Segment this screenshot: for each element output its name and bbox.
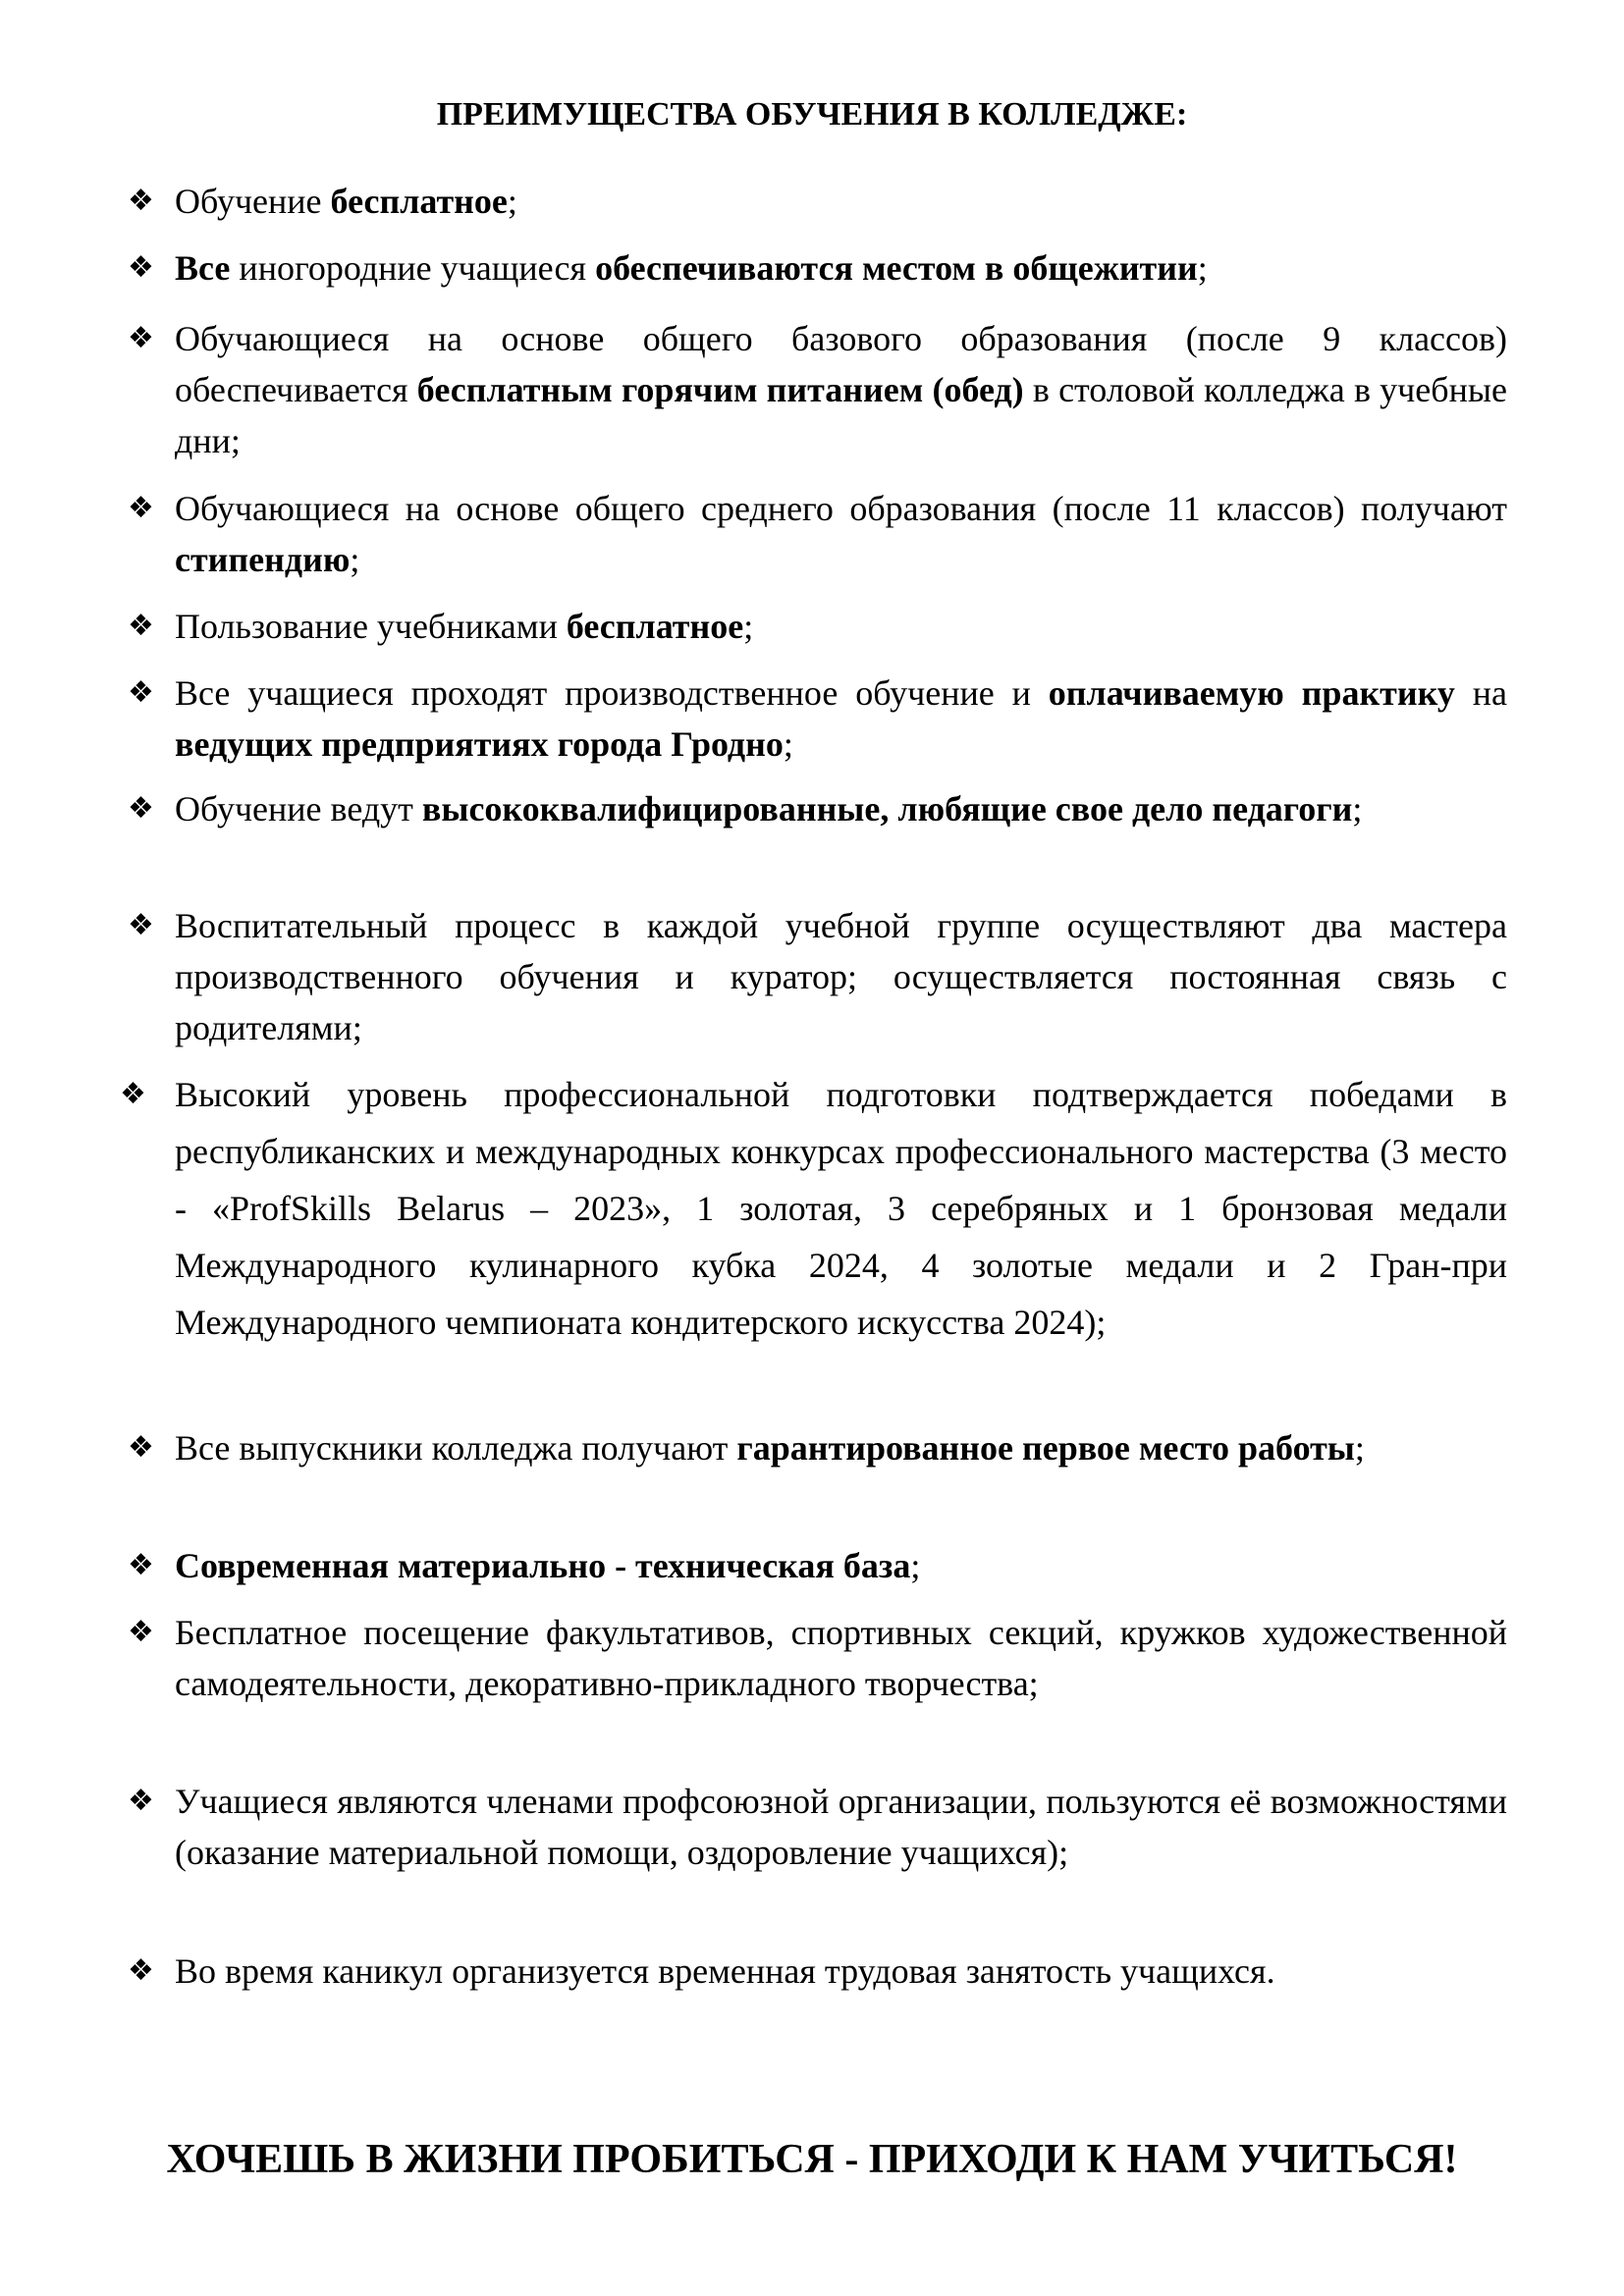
list-item-text [175,1428,1365,1468]
diamond-bullet-icon: ❖ [128,321,154,355]
list-item-text [175,673,1507,764]
list-item-text [175,607,753,646]
list-item-text [175,1546,920,1585]
list-item [128,783,1507,834]
body-text: иногородние учащиеся [230,248,596,288]
list-item [128,1422,1507,1473]
list-item [128,242,1507,294]
diamond-bullet-icon: ❖ [128,1784,154,1818]
diamond-bullet-icon: ❖ [120,1077,146,1111]
list-item [128,1607,1507,1709]
body-text: Во время каникул организуется временная трудовая занятость учащихся. [175,1951,1275,1991]
body-text: Обучение ведут [175,789,422,828]
body-text: Обучающиеся на основе общего среднего образования (после 11 классов) получают [175,489,1507,528]
emphasis-text: Современная материально - техническая база [175,1546,911,1585]
body-text: Учащиеся являются членами профсоюзной организации, пользуются её возможностями (оказание материальной помощи, оздоровление учащихся); [175,1782,1507,1872]
body-text: ; [350,540,360,579]
body-text: ; [743,607,754,646]
list-item-text [175,319,1507,460]
list-item-text [175,789,1362,828]
diamond-bullet-icon: ❖ [128,1548,154,1582]
list-item [128,1540,1507,1591]
diamond-bullet-icon: ❖ [128,250,154,285]
diamond-bullet-icon: ❖ [128,491,154,525]
diamond-bullet-icon: ❖ [128,791,154,826]
emphasis-text: высококвалифицированные, любящие свое дело педагоги [421,789,1353,828]
body-text: Все выпускники колледжа получают [175,1428,737,1468]
list-item [128,483,1507,585]
body-text: Высокий уровень профессиональной подготовки подтверждается победами в республиканских и международных конкурсах профессионального мастерства (3 место - «ProfSkills Belarus – 2023», 1 золотая, 3 серебряных и 1 бронзовая медали Международного кулинарного кубка 2024, 4 золотые медали и 2 Гран-при Международного чемпионата кондитерского искусства 2024); [175,1075,1507,1342]
body-text: Обучение [175,182,331,221]
list-item [128,900,1507,1053]
list-item-text [175,906,1507,1047]
diamond-bullet-icon: ❖ [128,908,154,942]
body-text: Пользование учебниками [175,607,567,646]
emphasis-text: ведущих предприятиях города Гродно [175,724,784,764]
body-text: Обучающиеся на основе общего базового образования (после 9 классов) обеспечивается [175,319,1507,409]
body-text: Все учащиеся проходят производственное обучение и [175,673,1049,713]
emphasis-text: Все [175,248,231,288]
list-item-text [175,182,517,221]
list-item [128,176,1507,227]
body-text: в столовой колледжа в учебные дни; [175,370,1507,460]
body-text: Бесплатное посещение факультативов, спортивных секций, кружков художественной самодеятельности, декоративно-прикладного творчества; [175,1613,1507,1703]
emphasis-text: бесплатным горячим питанием (обед) [416,370,1024,409]
diamond-bullet-icon: ❖ [128,1615,154,1649]
diamond-bullet-icon: ❖ [128,675,154,710]
emphasis-text: обеспечиваются местом в общежитии [595,248,1198,288]
diamond-bullet-icon: ❖ [128,1430,154,1465]
list-item-text [175,1075,1507,1342]
diamond-bullet-icon: ❖ [128,1953,154,1988]
emphasis-text: гарантированное первое место работы [736,1428,1355,1468]
list-item-text [175,1782,1507,1872]
list-item [120,1066,1507,1351]
slogan: ХОЧЕШЬ В ЖИЗНИ ПРОБИТЬСЯ - ПРИХОДИ К НАМ УЧИТЬСЯ! [166,2137,1458,2182]
emphasis-text: оплачиваемую практику [1048,673,1455,713]
emphasis-text: бесплатное [330,182,508,221]
emphasis-text: бесплатное [566,607,744,646]
body-text: Воспитательный процесс в каждой учебной группе осуществляют два мастера производственного обучения и куратор; осуществляется постоянная связь с родителями; [175,906,1507,1047]
body-text: ; [507,182,517,221]
list-item-text [175,1613,1507,1703]
emphasis-text: стипендию [175,540,351,579]
body-text: ; [783,724,793,764]
list-item [128,313,1507,466]
body-text: на [1454,673,1507,713]
list-item-text [175,1951,1275,1991]
list-item [128,601,1507,652]
body-text: ; [1197,248,1208,288]
diamond-bullet-icon: ❖ [128,184,154,218]
diamond-bullet-icon: ❖ [128,609,154,643]
list-item-text [175,489,1507,579]
body-text: ; [1354,1428,1365,1468]
list-item [128,1776,1507,1878]
body-text: ; [1352,789,1363,828]
page-title: ПРЕИМУЩЕСТВА ОБУЧЕНИЯ В КОЛЛЕДЖЕ: [436,96,1188,133]
list-item [128,667,1507,770]
list-item-text [175,248,1208,288]
list-item [128,1946,1507,1997]
body-text: ; [910,1546,921,1585]
